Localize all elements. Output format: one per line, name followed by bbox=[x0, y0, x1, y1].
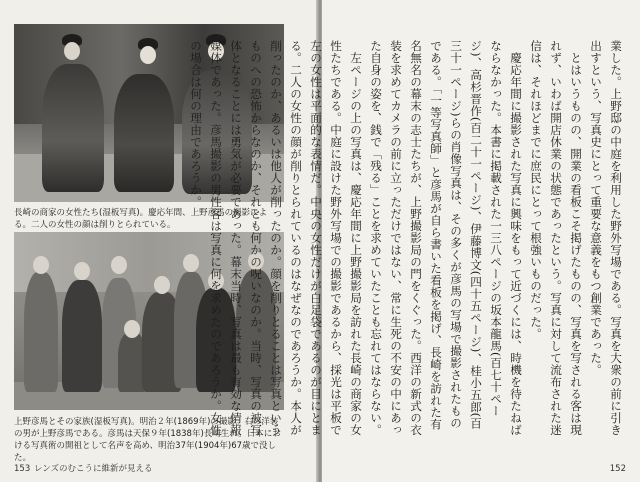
family-member bbox=[62, 280, 102, 392]
paragraph: とはいうものの、開業の看板こそ掲げたものの、写真を写される客は現れず、いわば開店休業の状態であったという。写真に対して流布された迷信は、それほどまでに庶民にとって根強いものだった。 bbox=[529, 40, 583, 436]
paragraph: 業した。上野邸の中庭を利用した野外写場である。写真を大衆の前に引き出すという、写真史にとって重要な意義をもつ創業であった。 bbox=[589, 40, 623, 436]
family-member bbox=[24, 272, 58, 392]
paragraph: 左ページの上の写真は、慶応年間に上野撮影局を訪れた長崎の商家の女性たちである。中庭に設けた野外写場での撮影であるから、採光は平板で左の女性は平面的な表情だ。中央の女性だけが白足袋であるのが目にとまる。二人の女性の顔が削りとられているのはなぜなのであろうか。本人が削ったのか、あるいは他人が削ったのか。顔を削りとることは写真というものへの恐怖からなのか、それとも何かの呪いなのか。当時、写真の被写体となることには勇気が必要であった。幕末当時、写真は最も有効な情報媒体であった。彦馬撮影の男性客は写真に何を求めたのであろうか。女性の場合は何の理由であろうか。 bbox=[189, 40, 363, 436]
page-number-left: 153 bbox=[14, 464, 31, 474]
figure-woman-center bbox=[114, 74, 174, 192]
paragraph: 慶応年間に撮影された写真に興味をもって近づくには、時機を待たねばならなかった。本書に掲載された一三八ページの坂本龍馬(百七十ページ)、高杉晋作(百二十一ページ)、伊藤博文(四十五ページ)、桂小五郎(百三十一ページ)らの肖像写真は、その多くが彦馬の写場で撮影されたものである。「一等写真師」と彦馬が自ら書いた看板を掲げ、長崎を訪れた有名無名の幕末の志士たちが、上野撮影局の門をくぐった。西洋の新式の衣装を求めてカメラの前に立っただけではない、常に生死の不安の中にあった自身の姿を、銭で「残る」ことを求めていたことも忘れてはならない。 bbox=[369, 40, 523, 436]
caption-photo1: 長崎の商家の女性たち(湿板写真)。慶応年間、上野彦馬の撮影による。二人の女性の顔は削りとられている。 bbox=[14, 208, 268, 230]
right-page bbox=[189, 0, 640, 482]
body-text bbox=[189, 40, 626, 440]
family-face bbox=[111, 256, 127, 274]
family-face bbox=[74, 262, 90, 280]
figure-face bbox=[64, 42, 80, 60]
figure-face-scratched bbox=[140, 46, 156, 64]
running-head: レンズのむこうに維新が見える bbox=[34, 464, 153, 474]
figure-woman-left bbox=[42, 64, 104, 192]
family-face bbox=[154, 276, 170, 294]
caption-photo2: 上野彦馬とその家族(湿板写真)。明治２年(1869年)の撮影。右の洋装の男が上野彦馬である。彦馬は天保９年(1838年)長崎生れ。日本における写真術の開祖として名声を高め、明治37年(1904年)67歳で没した。 bbox=[14, 417, 281, 463]
page-number-right: 152 bbox=[609, 464, 626, 474]
family-face bbox=[124, 320, 140, 338]
family-face bbox=[33, 256, 49, 274]
